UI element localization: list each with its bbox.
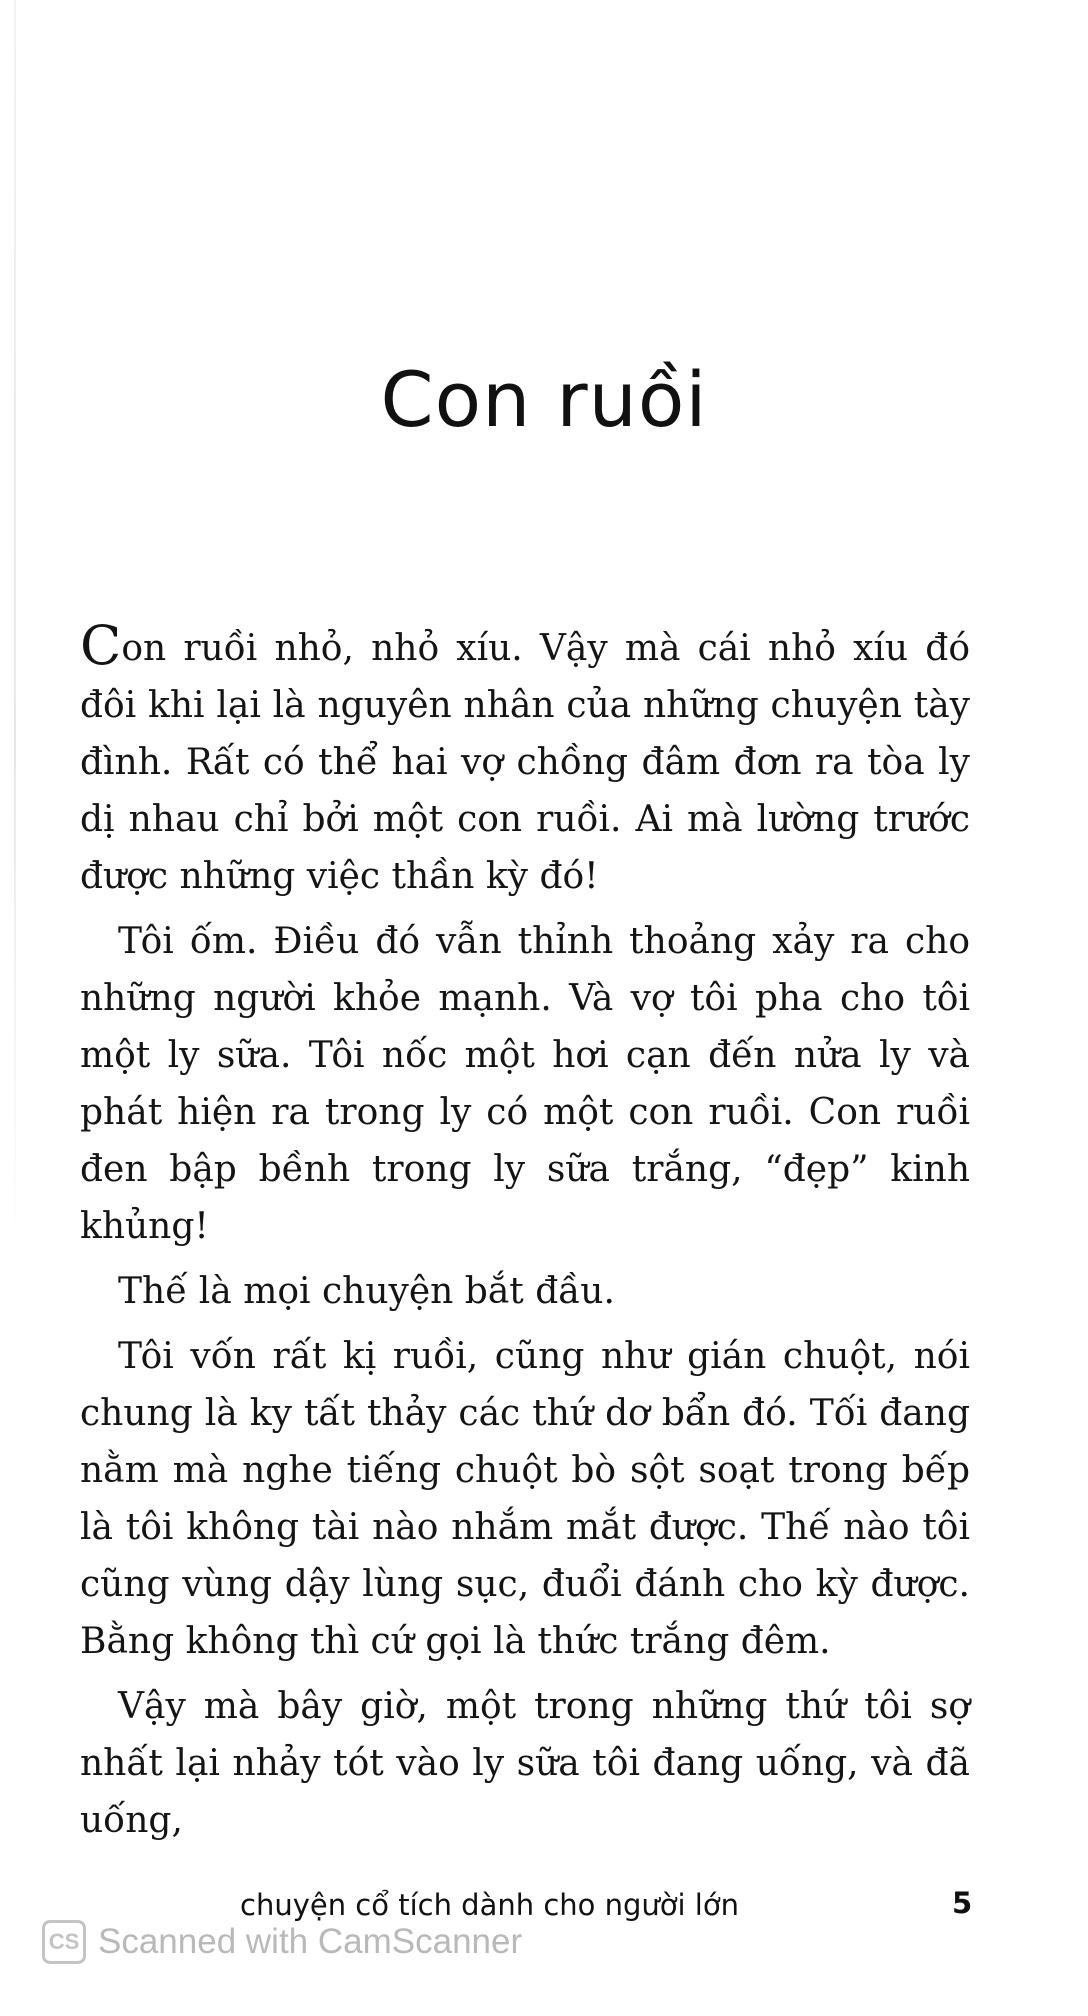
paragraph-4: Tôi vốn rất kị ruồi, cũng như gián chuột, nói chung là ky tất thảy các thứ dơ bẩn đó. Tối đang nằm mà nghe tiếng chuột bò sột soạt trong bếp là tôi không tài nào nhắm mắt được. Thế nào tôi cũng vùng dậy lùng sục, đuổi đánh cho kỳ được. Bằng không thì cứ gọi là thức trắng đêm. [80,1336,970,1662]
drop-cap: C [80,614,122,677]
chapter-title: Con ruồi [380,355,708,444]
paragraph-1-text: on ruồi nhỏ, nhỏ xíu. Vậy mà cái nhỏ xíu đó đôi khi lại là nguyên nhân của những chuyện tày đình. Rất có thể hai vợ chồng đâm đơn ra tòa ly dị nhau chỉ bởi một con ruồi. Ai mà lường trước được những việc thần kỳ đó! [80,628,970,897]
paragraph-1 [80,614,970,905]
page-number: 5 [952,1886,973,1920]
camscanner-logo-icon: CS [42,1920,86,1964]
camscanner-watermark [42,1920,522,1964]
running-footer-book-title: chuyện cổ tích dành cho người lớn [240,1888,739,1922]
body-text [80,614,970,1857]
paragraph-5: Vậy mà bây giờ, một trong những thứ tôi sợ nhất lại nhảy tót vào ly sữa tôi đang uống, và đã uống, [80,1686,970,1841]
paragraph-3: Thế là mọi chuyện bắt đầu. [118,1271,615,1312]
paragraph-2: Tôi ốm. Điều đó vẫn thỉnh thoảng xảy ra cho những người khỏe mạnh. Và vợ tôi pha cho tôi một ly sữa. Tôi nốc một hơi cạn đến nửa ly và phát hiện ra trong ly có một con ruồi. Con ruồi đen bập bềnh trong ly sữa trắng, “đẹp” kinh khủng! [80,921,970,1247]
watermark-text: Scanned with CamScanner [98,1922,523,1961]
page-edge-shadow [14,0,16,1260]
